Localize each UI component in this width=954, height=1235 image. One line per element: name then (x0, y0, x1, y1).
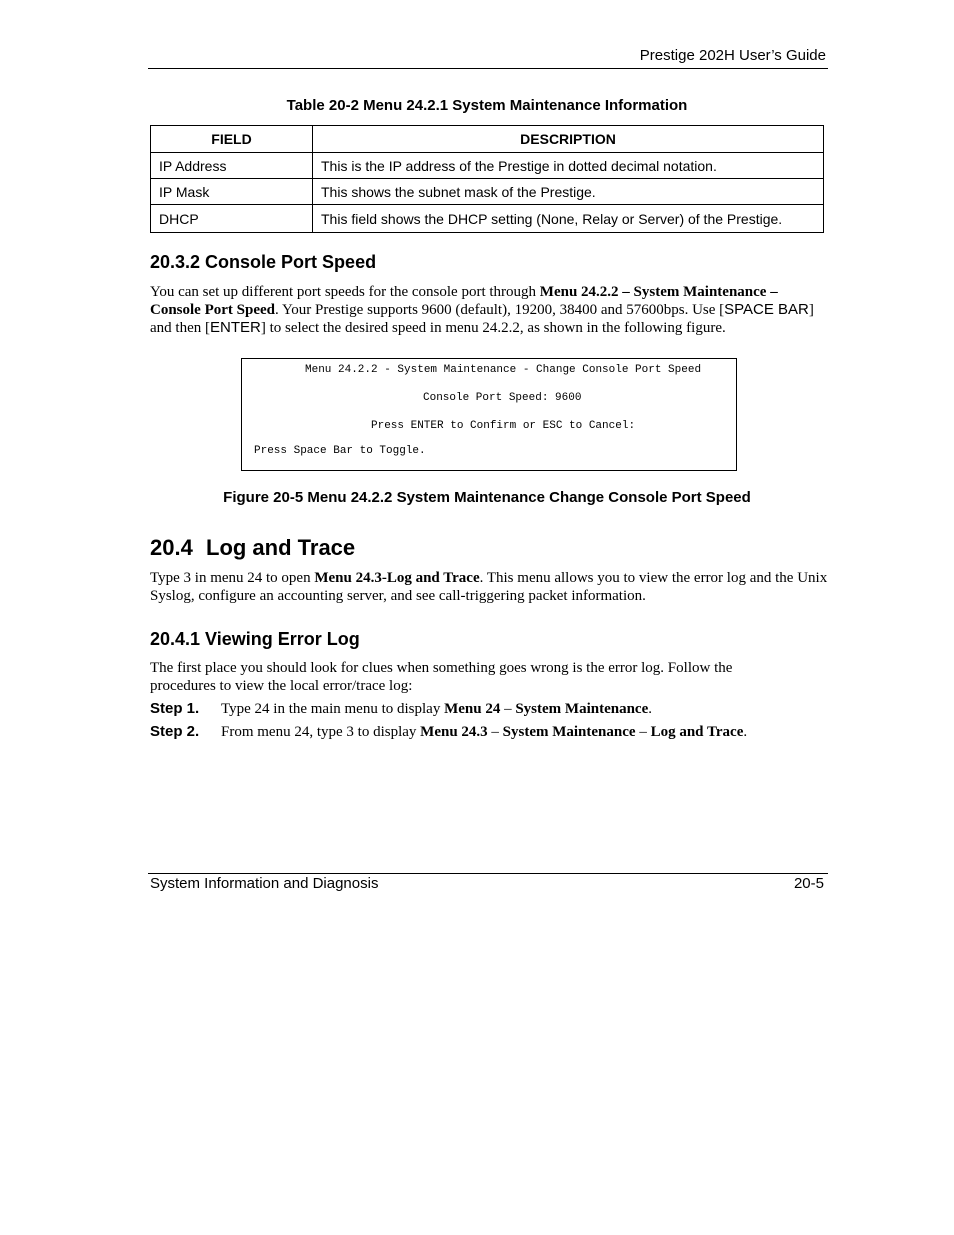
footer-page-number: 20-5 (793, 875, 824, 892)
table-cell-field: IP Address (151, 153, 313, 179)
column-header-field: FIELD (151, 126, 313, 153)
info-table (150, 125, 824, 233)
running-header: Prestige 202H User’s Guide (639, 47, 826, 64)
section-heading-viewing-error-log: 20.4.1 Viewing Error Log (150, 629, 360, 649)
table-cell-description: This is the IP address of the Prestige in dotted decimal notation. (313, 153, 824, 179)
section-title: Log and Trace (206, 535, 356, 560)
console-speed-terminal-screen (241, 358, 737, 471)
table-cell-description: This field shows the DHCP setting (None, Relay or Server) of the Prestige. (313, 205, 824, 233)
section-heading-console-port-speed: 20.3.2 Console Port Speed (150, 252, 377, 272)
section-number: 20.4 (150, 535, 193, 560)
step-label: Step 1. (150, 700, 200, 717)
table-row (151, 205, 824, 233)
log-and-trace-paragraph: Type 3 in menu 24 to open Menu 24.3-Log and Trace. This menu allows you to view the error log and the Unix Syslog, configure an accounting server, and see call-triggering packet information. (150, 570, 828, 604)
table-header-row (151, 126, 824, 153)
terminal-toggle-hint: Press Space Bar to Toggle. (254, 445, 426, 457)
figure-caption: Figure 20-5 Menu 24.2.2 System Maintenance Change Console Port Speed (223, 489, 751, 506)
table-cell-field: IP Mask (151, 179, 313, 205)
error-log-paragraph: The first place you should look for clues when something goes wrong is the error log. Follow the procedures to view the local error/trace log: (150, 660, 733, 694)
terminal-menu-title: Menu 24.2.2 - System Maintenance - Change Console Port Speed (305, 364, 702, 376)
step-label: Step 2. (150, 723, 200, 740)
table-row (151, 179, 824, 205)
table-title: Table 20-2 Menu 24.2.1 System Maintenance Information (286, 97, 688, 114)
terminal-confirm-prompt: Press ENTER to Confirm or ESC to Cancel: (371, 420, 636, 432)
header-rule (148, 68, 828, 69)
column-header-description: DESCRIPTION (313, 126, 824, 153)
step-text: Type 24 in the main menu to display Menu 24 – System Maintenance. (221, 701, 652, 717)
section-heading-log-and-trace (150, 535, 355, 561)
table-cell-description: This shows the subnet mask of the Prestige. (313, 179, 824, 205)
table-row (151, 153, 824, 179)
terminal-port-speed-field: Console Port Speed: 9600 (423, 392, 582, 404)
step-text: From menu 24, type 3 to display Menu 24.3 – System Maintenance – Log and Trace. (221, 724, 748, 740)
table-cell-field: DHCP (151, 205, 313, 233)
footer-section-title: System Information and Diagnosis (150, 875, 379, 892)
console-port-paragraph: You can set up different port speeds for the console port through Menu 24.2.2 – System Maintenance – Console Port Speed. Your Prestige supports 9600 (default), 19200, 38400 and 57600bps. Use [SPACE BAR] and then [ENTER] to select the desired speed in menu 24.2.2, as shown in the following figure. (150, 284, 814, 336)
footer-rule (148, 873, 828, 874)
